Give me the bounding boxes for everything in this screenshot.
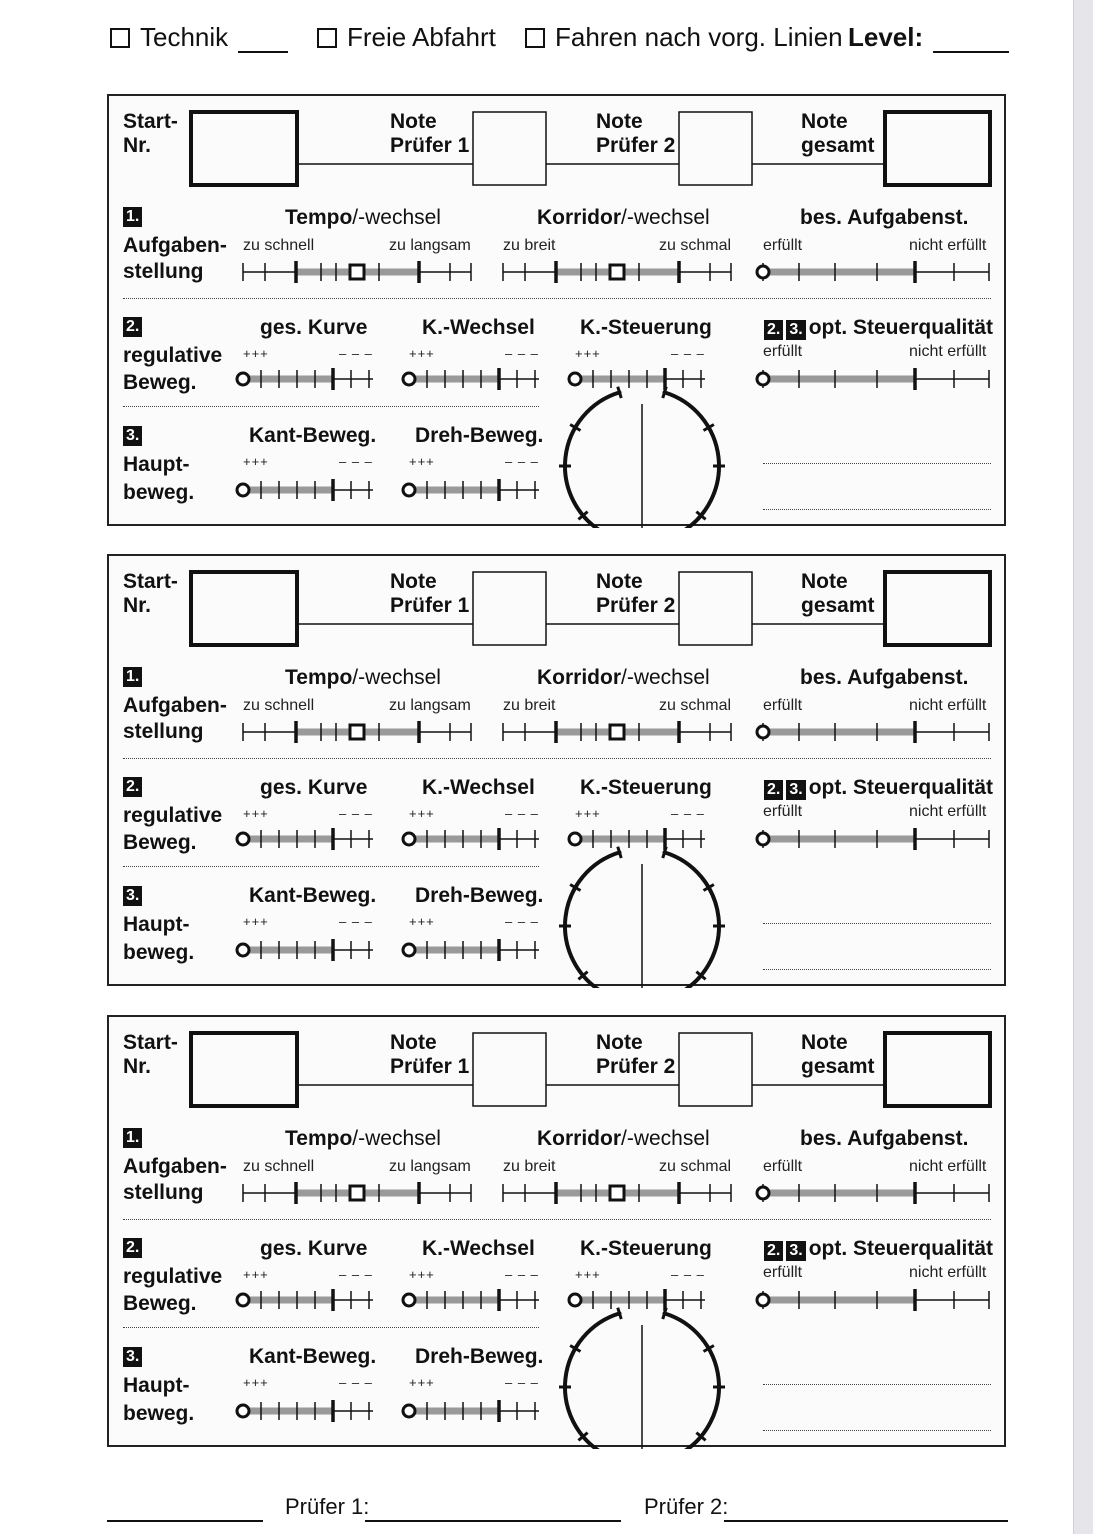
- kant-minus: – – –: [339, 914, 373, 929]
- section2-label: regulative Beweg.: [123, 804, 223, 854]
- pruefer1-box[interactable]: [473, 1033, 546, 1106]
- aufgabe-right-label: nicht erfüllt: [909, 697, 987, 714]
- divider-2: [123, 866, 539, 867]
- wechsel-minus: – – –: [505, 346, 539, 361]
- linien-label: Fahren nach vorg. Linien: [555, 22, 843, 52]
- pruefer1-label: Prüfer 1:: [285, 1494, 370, 1519]
- curve-diagram: [559, 847, 725, 988]
- curve-diagram: [559, 387, 725, 528]
- technik-label: Technik: [140, 22, 229, 52]
- kant-scale[interactable]: [237, 1400, 373, 1422]
- section2-label: regulative Beweg.: [123, 1265, 223, 1315]
- dreh-scale[interactable]: [403, 1400, 539, 1422]
- section1-number: 1.: [123, 1128, 145, 1148]
- kant-scale[interactable]: [237, 479, 373, 501]
- korridor-right-label: zu schmal: [659, 237, 732, 254]
- kant-plus: +++: [243, 1375, 269, 1390]
- pruefer1-box[interactable]: [473, 112, 546, 185]
- korridor-right-label: zu schmal: [659, 1158, 732, 1175]
- level-blank[interactable]: [933, 23, 1009, 53]
- evaluation-card-1: [107, 94, 1006, 526]
- section1-label: Aufgaben- stellung: [123, 694, 227, 743]
- steuerung-minus: – – –: [671, 1267, 705, 1282]
- note-line-2[interactable]: [763, 969, 991, 970]
- steuerung-plus: +++: [575, 806, 601, 821]
- divider-2: [123, 406, 539, 407]
- start-nr-label: Start- Nr.: [123, 1031, 178, 1078]
- steuerung-scale[interactable]: [569, 828, 705, 850]
- pruefer1-box[interactable]: [473, 572, 546, 645]
- wechsel-minus: – – –: [505, 1267, 539, 1282]
- kurve-minus: – – –: [339, 1267, 373, 1282]
- wechsel-title: K.-Wechsel: [422, 1237, 535, 1260]
- option-technik[interactable]: [110, 22, 288, 53]
- wechsel-scale[interactable]: [403, 828, 539, 850]
- tempo-scale[interactable]: [243, 1182, 471, 1204]
- korridor-left-label: zu breit: [503, 1158, 556, 1175]
- tempo-scale[interactable]: [243, 721, 471, 743]
- tempo-right-label: zu langsam: [389, 1158, 471, 1175]
- tempo-left-label: zu schnell: [243, 697, 315, 714]
- korridor-right-label: zu schmal: [659, 697, 732, 714]
- kant-title: Kant-Beweg.: [249, 1345, 377, 1368]
- korridor-left-label: zu breit: [503, 237, 556, 254]
- start-nr-label: Start- Nr.: [123, 570, 178, 617]
- steuerung-plus: +++: [575, 1267, 601, 1282]
- scrollbar[interactable]: [1073, 0, 1093, 1534]
- wechsel-plus: +++: [409, 346, 435, 361]
- tempo-right-label: zu langsam: [389, 237, 471, 254]
- tempo-title: Tempo/-wechsel: [285, 1127, 441, 1150]
- section1-number: 1.: [123, 667, 145, 687]
- aufgabe-title: bes. Aufgabenst.: [800, 1127, 969, 1150]
- footer-blank[interactable]: [107, 1492, 263, 1522]
- opt-title: 2. 3. opt. Steuerqualität: [764, 1238, 993, 1261]
- pruefer2-box[interactable]: [679, 112, 752, 185]
- pruefer2-box[interactable]: [679, 572, 752, 645]
- opt-right-label: nicht erfüllt: [909, 1264, 987, 1281]
- korridor-title: Korridor/-wechsel: [537, 666, 710, 689]
- aufgabe-scale[interactable]: [757, 1182, 989, 1204]
- opt-scale[interactable]: [757, 828, 989, 850]
- wechsel-scale[interactable]: [403, 1289, 539, 1311]
- wechsel-plus: +++: [409, 1267, 435, 1282]
- evaluation-card-2: [107, 554, 1006, 986]
- freie-abfahrt-checkbox[interactable]: [317, 28, 337, 48]
- curve-diagram: [559, 1308, 725, 1449]
- kant-title: Kant-Beweg.: [249, 884, 377, 907]
- kurve-scale[interactable]: [237, 828, 373, 850]
- section1-number: 1.: [123, 207, 145, 227]
- section3-label: Haupt- beweg.: [123, 1374, 195, 1425]
- aufgabe-scale[interactable]: [757, 261, 989, 283]
- korridor-title: Korridor/-wechsel: [537, 206, 710, 229]
- korridor-scale[interactable]: [503, 721, 731, 743]
- korridor-scale[interactable]: [503, 1182, 731, 1204]
- dreh-plus: +++: [409, 454, 435, 469]
- pruefer1-signature-line[interactable]: [365, 1492, 621, 1522]
- note-gesamt-label: Note gesamt: [801, 570, 875, 617]
- steuerung-scale[interactable]: [569, 1289, 705, 1311]
- note-gesamt-label: Note gesamt: [801, 110, 875, 157]
- wechsel-title: K.-Wechsel: [422, 776, 535, 799]
- steuerung-minus: – – –: [671, 346, 705, 361]
- kant-plus: +++: [243, 914, 269, 929]
- kurve-scale[interactable]: [237, 368, 373, 390]
- tempo-title: Tempo/-wechsel: [285, 666, 441, 689]
- dreh-minus: – – –: [505, 1375, 539, 1390]
- aufgabe-left-label: erfüllt: [763, 697, 803, 714]
- section1-label: Aufgaben- stellung: [123, 1155, 227, 1204]
- note-pruefer2-label: Note Prüfer 2: [596, 1031, 676, 1078]
- option-freie-abfahrt[interactable]: [317, 22, 496, 53]
- steuerung-title: K.-Steuerung: [580, 1237, 712, 1260]
- divider-1: [123, 758, 991, 759]
- kant-scale[interactable]: [237, 939, 373, 961]
- divider-1: [123, 1219, 991, 1220]
- kurve-title: ges. Kurve: [260, 1237, 368, 1260]
- kurve-plus: +++: [243, 346, 269, 361]
- level-field[interactable]: [848, 22, 1009, 53]
- opt-scale[interactable]: [757, 368, 989, 390]
- pruefer2-signature-line[interactable]: [724, 1492, 1008, 1522]
- kurve-minus: – – –: [339, 806, 373, 821]
- section2-number: 2.: [123, 777, 145, 797]
- section3-number: 3.: [123, 886, 145, 906]
- evaluation-card-3: [107, 1015, 1006, 1447]
- start-nr-box[interactable]: [191, 572, 297, 645]
- dreh-plus: +++: [409, 914, 435, 929]
- section1-label: Aufgaben- stellung: [123, 234, 227, 283]
- kurve-title: ges. Kurve: [260, 776, 368, 799]
- aufgabe-left-label: erfüllt: [763, 237, 803, 254]
- wechsel-minus: – – –: [505, 806, 539, 821]
- note-pruefer1-label: Note Prüfer 1: [390, 570, 470, 617]
- kurve-plus: +++: [243, 1267, 269, 1282]
- opt-left-label: erfüllt: [763, 343, 803, 360]
- note-line-1[interactable]: [763, 923, 991, 924]
- aufgabe-scale[interactable]: [757, 721, 989, 743]
- dreh-title: Dreh-Beweg.: [415, 424, 544, 447]
- note-line-1[interactable]: [763, 463, 991, 464]
- aufgabe-title: bes. Aufgabenst.: [800, 206, 969, 229]
- wechsel-scale[interactable]: [403, 368, 539, 390]
- aufgabe-title: bes. Aufgabenst.: [800, 666, 969, 689]
- kant-plus: +++: [243, 454, 269, 469]
- kurve-title: ges. Kurve: [260, 316, 368, 339]
- tempo-left-label: zu schnell: [243, 237, 315, 254]
- start-nr-box[interactable]: [191, 112, 297, 185]
- opt-title: 2. 3. opt. Steuerqualität: [764, 777, 993, 800]
- section3-number: 3.: [123, 426, 145, 446]
- tempo-title: Tempo/-wechsel: [285, 206, 441, 229]
- start-nr-label: Start- Nr.: [123, 110, 178, 157]
- note-gesamt-label: Note gesamt: [801, 1031, 875, 1078]
- dreh-scale[interactable]: [403, 479, 539, 501]
- steuerung-plus: +++: [575, 346, 601, 361]
- divider-1: [123, 298, 991, 299]
- divider-2: [123, 1327, 539, 1328]
- steuerung-title: K.-Steuerung: [580, 776, 712, 799]
- opt-left-label: erfüllt: [763, 803, 803, 820]
- note-pruefer1-label: Note Prüfer 1: [390, 110, 470, 157]
- kant-minus: – – –: [339, 454, 373, 469]
- tempo-left-label: zu schnell: [243, 1158, 315, 1175]
- technik-checkbox[interactable]: [110, 28, 130, 48]
- dreh-minus: – – –: [505, 454, 539, 469]
- korridor-left-label: zu breit: [503, 697, 556, 714]
- section2-label: regulative Beweg.: [123, 344, 223, 394]
- kurve-scale[interactable]: [237, 1289, 373, 1311]
- note-pruefer2-label: Note Prüfer 2: [596, 110, 676, 157]
- note-line-1[interactable]: [763, 1384, 991, 1385]
- note-pruefer2-label: Note Prüfer 2: [596, 570, 676, 617]
- tempo-right-label: zu langsam: [389, 697, 471, 714]
- opt-left-label: erfüllt: [763, 1264, 803, 1281]
- section3-label: Haupt- beweg.: [123, 913, 195, 964]
- kant-title: Kant-Beweg.: [249, 424, 377, 447]
- gesamt-box[interactable]: [885, 1033, 990, 1106]
- dreh-minus: – – –: [505, 914, 539, 929]
- gesamt-box[interactable]: [885, 572, 990, 645]
- dreh-plus: +++: [409, 1375, 435, 1390]
- section3-label: Haupt- beweg.: [123, 453, 195, 504]
- note-line-2[interactable]: [763, 509, 991, 510]
- technik-blank[interactable]: [238, 23, 288, 53]
- opt-scale[interactable]: [757, 1289, 989, 1311]
- kurve-minus: – – –: [339, 346, 373, 361]
- option-linien[interactable]: [525, 22, 843, 53]
- aufgabe-left-label: erfüllt: [763, 1158, 803, 1175]
- note-line-2[interactable]: [763, 1430, 991, 1431]
- note-pruefer1-label: Note Prüfer 1: [390, 1031, 470, 1078]
- linien-checkbox[interactable]: [525, 28, 545, 48]
- aufgabe-right-label: nicht erfüllt: [909, 237, 987, 254]
- dreh-title: Dreh-Beweg.: [415, 1345, 544, 1368]
- level-label: Level:: [848, 22, 924, 52]
- wechsel-title: K.-Wechsel: [422, 316, 535, 339]
- dreh-title: Dreh-Beweg.: [415, 884, 544, 907]
- gesamt-box[interactable]: [885, 112, 990, 185]
- wechsel-plus: +++: [409, 806, 435, 821]
- section2-number: 2.: [123, 317, 145, 337]
- kurve-plus: +++: [243, 806, 269, 821]
- dreh-scale[interactable]: [403, 939, 539, 961]
- opt-right-label: nicht erfüllt: [909, 803, 987, 820]
- opt-right-label: nicht erfüllt: [909, 343, 987, 360]
- korridor-title: Korridor/-wechsel: [537, 1127, 710, 1150]
- pruefer2-box[interactable]: [679, 1033, 752, 1106]
- section3-number: 3.: [123, 1347, 145, 1367]
- aufgabe-right-label: nicht erfüllt: [909, 1158, 987, 1175]
- freie-abfahrt-label: Freie Abfahrt: [347, 22, 496, 52]
- pruefer2-label: Prüfer 2:: [644, 1494, 729, 1519]
- steuerung-minus: – – –: [671, 806, 705, 821]
- opt-title: 2. 3. opt. Steuerqualität: [764, 317, 993, 340]
- kant-minus: – – –: [339, 1375, 373, 1390]
- start-nr-box[interactable]: [191, 1033, 297, 1106]
- section2-number: 2.: [123, 1238, 145, 1258]
- korridor-scale[interactable]: [503, 261, 731, 283]
- tempo-scale[interactable]: [243, 261, 471, 283]
- steuerung-scale[interactable]: [569, 368, 705, 390]
- steuerung-title: K.-Steuerung: [580, 316, 712, 339]
